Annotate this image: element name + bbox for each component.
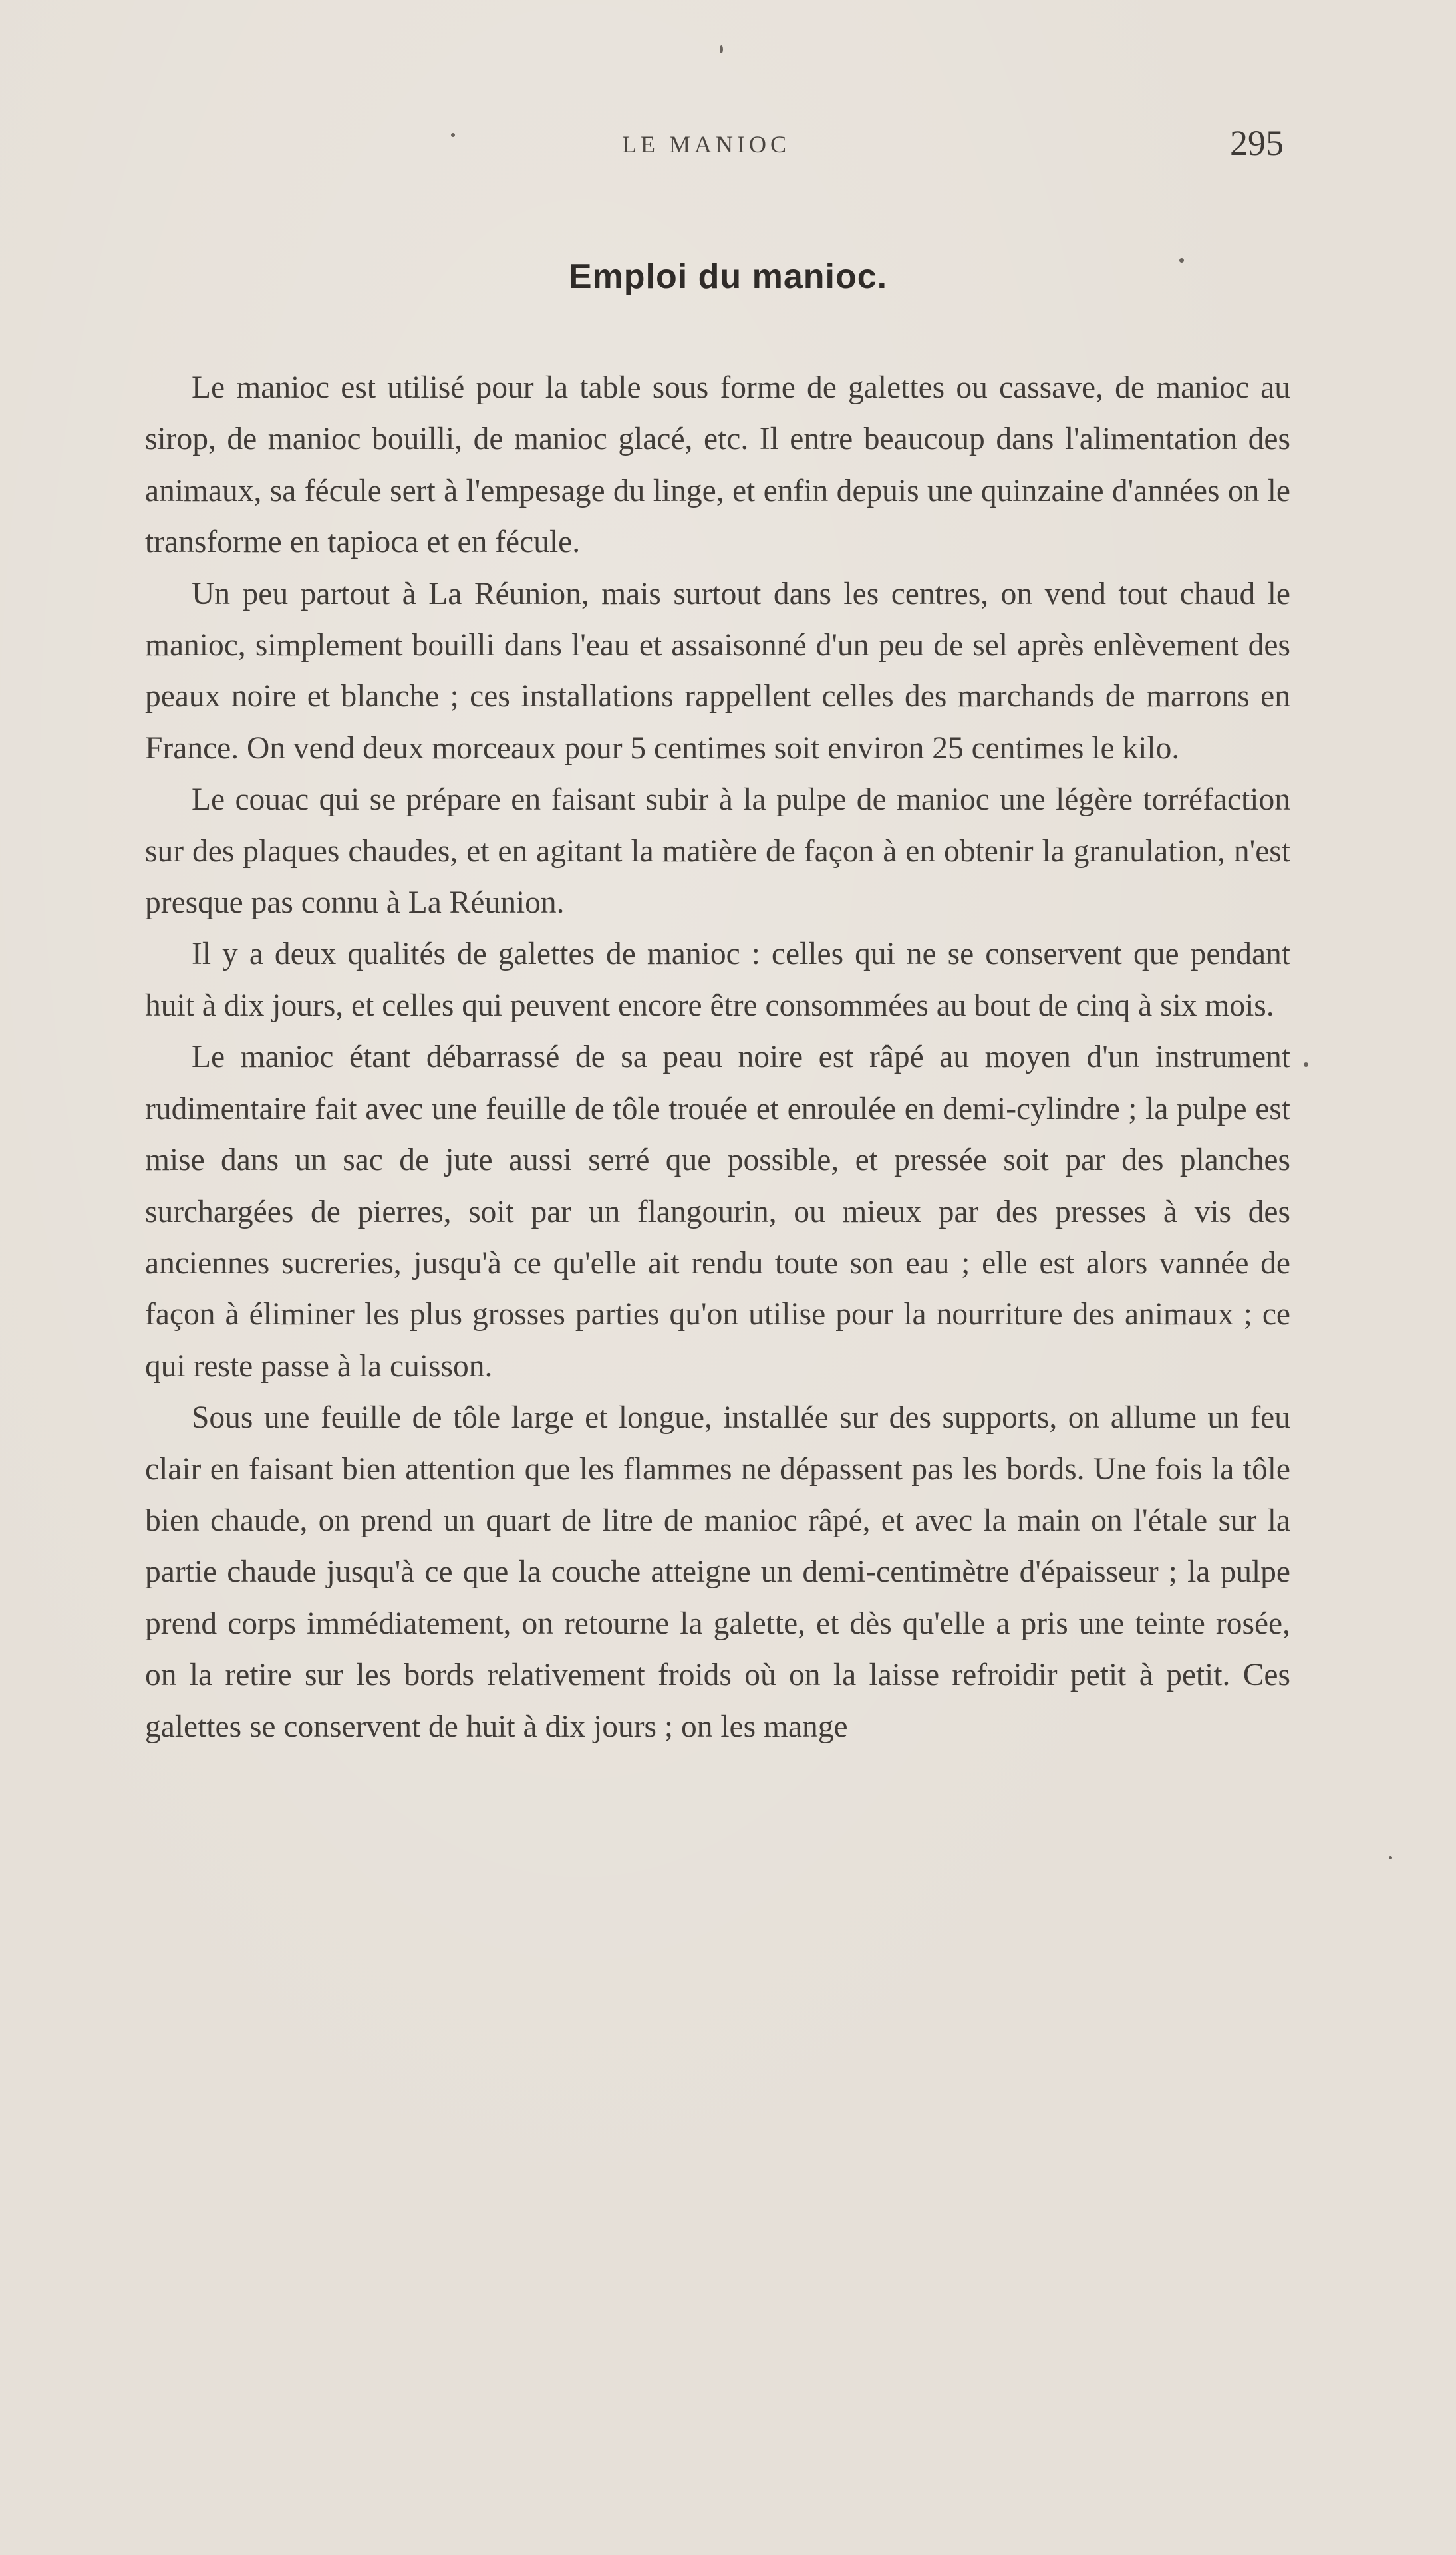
- paragraph: Le manioc étant débarrassé de sa peau noire est râpé au moyen d'un instrument rudimentaire fait avec une feuille de tôle trouée et enroulée en demi-cylindre ; la pulpe est mise dans un sac de jute aussi serré que possible, et pressée soit par des planches surchargées de pierres, soit par un flangourin, ou mieux par des presses à vis des anciennes sucreries, jusqu'à ce qu'elle ait rendu toute son eau ; elle est alors vannée de façon à éliminer les plus grosses parties qu'on utilise pour la nourriture des animaux ; ce qui reste passe à la cuisson.: [145, 1040, 1290, 1384]
- paragraph: Il y a deux qualités de galettes de manioc : celles qui ne se conservent que pendant huit à dix jours, et celles qui peuvent encore être consommées au bout de cinq à six mois.: [145, 937, 1290, 1023]
- body-text: [145, 363, 1290, 1753]
- paragraph: Le couac qui se prépare en faisant subir à la pulpe de manioc une légère torréfaction sur des plaques chaudes, et en agitant la matière de façon à en obtenir la granulation, n'est presque pas connu à La Réunion.: [145, 782, 1290, 921]
- running-head: LE MANIOC: [622, 131, 790, 158]
- scan-speck: [720, 45, 723, 53]
- scan-speck: [1179, 258, 1184, 263]
- scan-speck: [1389, 1856, 1392, 1859]
- paragraph: Le manioc est utilisé pour la table sous forme de galettes ou cassave, de manioc au sirop, de manioc bouilli, de manioc glacé, etc. Il entre beaucoup dans l'alimentation des animaux, sa fécule sert à l'empesage du linge, et enfin depuis une quinzaine d'années on le transforme en tapioca et en fécule.: [145, 371, 1290, 560]
- scan-speck: [451, 133, 455, 137]
- paragraph: Sous une feuille de tôle large et longue, installée sur des supports, on allume un feu clair en faisant bien attention que les flammes ne dépassent pas les bords. Une fois la tôle bien chaude, on prend un quart de litre de manioc râpé, et avec la main on l'étale sur la partie chaude jusqu'à ce que la couche atteigne un demi-centimètre d'épaisseur ; la pulpe prend corps immédiatement, on retourne la galette, et dès qu'elle a pris une teinte rosée, on la retire sur les bords relativement froids où on la laisse refroidir petit à petit. Ces galettes se conservent de huit à dix jours ; on les mange: [145, 1400, 1290, 1744]
- section-title: Emploi du manioc.: [568, 257, 888, 296]
- page-number: 295: [1230, 123, 1284, 163]
- scan-speck: [1304, 1062, 1308, 1067]
- paragraph: Un peu partout à La Réunion, mais surtout dans les centres, on vend tout chaud le manioc, simplement bouilli dans l'eau et assaisonné d'un peu de sel après enlèvement des peaux noire et blanche ; ces installations rappellent celles des marchands de marrons en France. On vend deux morceaux pour 5 centimes soit environ 25 centimes le kilo.: [145, 576, 1290, 766]
